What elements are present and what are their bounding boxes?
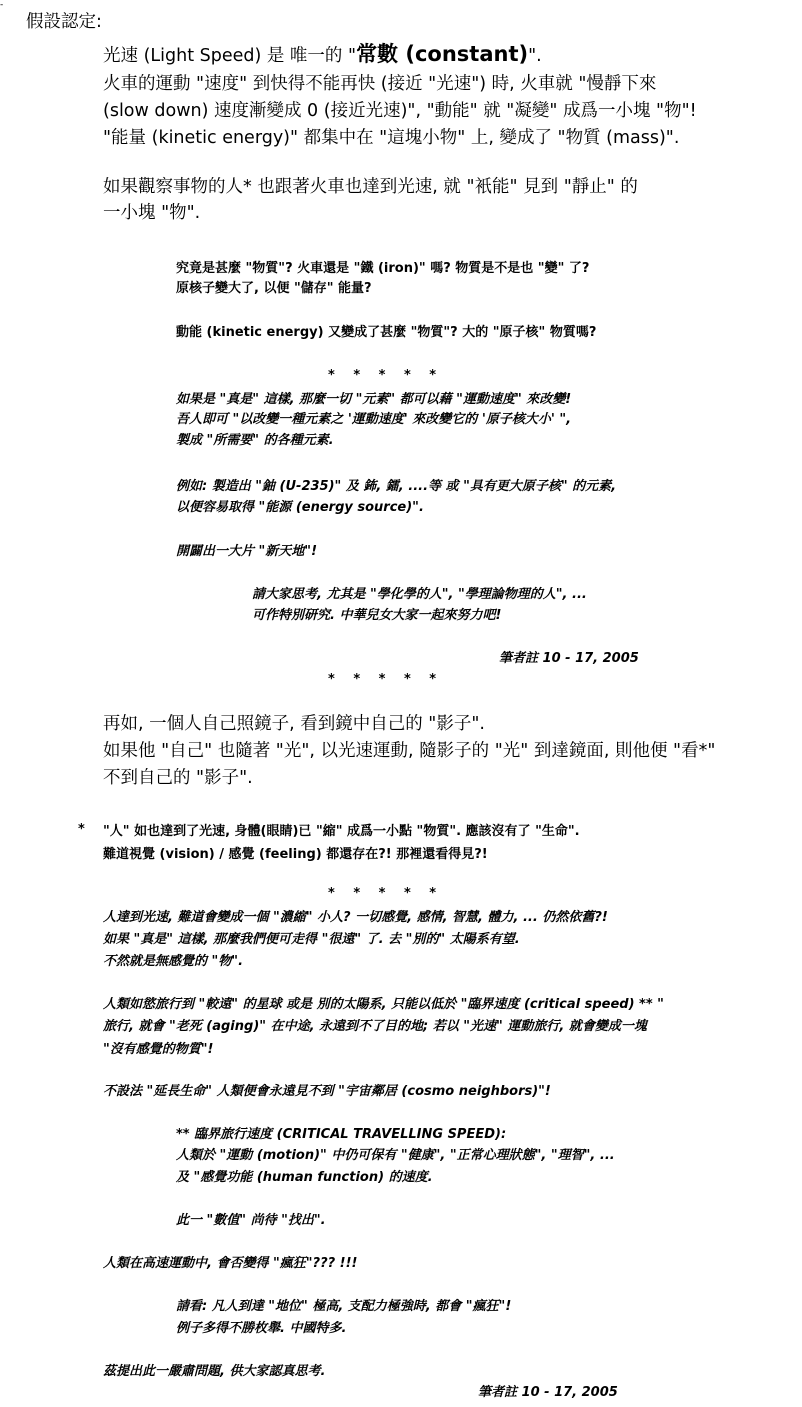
intro-line-4: "能量 (kinetic energy)" 都集中在 "這塊小物" 上, 變成了 "物質 (mass)".: [103, 128, 680, 148]
stars-divider-3: * * * * *: [328, 886, 444, 901]
italic2-line-15: 茲提出此一嚴肅問題, 供大家認真思考.: [103, 1364, 326, 1379]
constant-emphasis: 常數 (constant): [356, 42, 529, 66]
intro-line-1-post: ".: [528, 46, 542, 66]
mirror-line-1: 再如, 一個人自己照鏡子, 看到鏡中自己的 "影子".: [103, 714, 485, 734]
italic2-line-8: ** 臨界旅行速度 (CRITICAL TRAVELLING SPEED):: [176, 1127, 507, 1142]
italic1-line-8: 可作特別研究. 中華兒女大家一起來努力吧!: [252, 608, 502, 623]
stars-divider-1: * * * * *: [328, 368, 444, 383]
author-note-1: 筆者註 10 - 17, 2005: [499, 651, 639, 666]
author-note-2: 筆者註 10 - 17, 2005: [478, 1385, 618, 1400]
footnote-line-2: 難道視覺 (vision) / 感覺 (feeling) 都還存在?! 那裡還看得見?!: [103, 847, 488, 862]
italic1-line-2: 吾人即可 "以改變一種元素之 '運動速度' 來改變它的 '原子核大小' ",: [176, 412, 572, 427]
italic2-line-2: 如果 "真是" 這樣, 那麼我們便可走得 "很遠" 了. 去 "別的" 太陽系有望.: [103, 932, 520, 947]
mirror-line-2: 如果他 "自己" 也隨著 "光", 以光速運動, 隨影子的 "光" 到達鏡面, 則他便 "看*": [103, 741, 716, 761]
italic1-line-7: 請大家思考, 尤其是 "學化學的人", "學理論物理的人", ...: [252, 587, 587, 602]
intro-line-5: 如果觀察事物的人* 也跟著火車也達到光速, 就 "衹能" 見到 "靜止" 的: [103, 177, 638, 197]
italic2-line-9: 人類於 "運動 (motion)" 中仍可保有 "健康", "正常心理狀態", "理智", ...: [176, 1148, 615, 1163]
question-line-2: 原核子變大了, 以便 "儲存" 能量?: [176, 281, 372, 296]
italic2-line-1: 人達到光速, 難道會變成一個 "濃縮" 小人? 一切感覺, 感情, 智慧, 體力, ... 仍然依舊?!: [103, 910, 608, 925]
italic2-line-11: 此一 "數值" 尚待 "找出".: [176, 1213, 326, 1228]
italic2-line-6: "沒有感覺的物質"!: [103, 1042, 214, 1057]
question-line-3: 動能 (kinetic energy) 又變成了甚麼 "物質"? 大的 "原子核" 物質嗎?: [176, 325, 597, 340]
italic1-line-5: 以便容易取得 "能源 (energy source)".: [176, 500, 424, 515]
mirror-line-3: 不到自己的 "影子".: [103, 768, 253, 788]
italic2-line-13: 請看: 凡人到達 "地位" 極高, 支配力極強時, 都會 "瘋狂"!: [176, 1299, 512, 1314]
italic1-line-3: 製成 "所需要" 的各種元素.: [176, 433, 334, 448]
intro-line-2: 火車的運動 "速度" 到快得不能再快 (接近 "光速") 時, 火車就 "慢靜下來: [103, 74, 657, 94]
stars-divider-2: * * * * *: [328, 672, 444, 687]
intro-line-1: [103, 44, 542, 66]
italic2-line-5: 旅行, 就會 "老死 (aging)" 在中途, 永遠到不了目的地; 若以 "光速" 運動旅行, 就會變成一塊: [103, 1019, 647, 1034]
italic2-line-4: 人類如慾旅行到 "較遠" 的星球 或是 別的太陽系, 只能以低於 "臨界速度 (critical speed) ** ": [103, 997, 664, 1012]
footnote-line-1: "人" 如也達到了光速, 身體(眼睛)已 "縮" 成爲一小點 "物質". 應該沒有了 "生命".: [103, 824, 580, 839]
italic2-line-12: 人類在高速運動中, 會否變得 "瘋狂"??? !!!: [103, 1256, 358, 1271]
italic2-line-3: 不然就是無感覺的 "物".: [103, 954, 244, 969]
italic1-line-1: 如果是 "真是" 這樣, 那麼一切 "元素" 都可以藉 "運動速度" 來改變!: [176, 392, 572, 407]
italic2-line-10: 及 "感覺功能 (human function) 的速度.: [176, 1170, 433, 1185]
italic2-line-14: 例子多得不勝枚舉. 中國特多.: [176, 1321, 347, 1336]
intro-line-3: (slow down) 速度漸變成 0 (接近光速)", "動能" 就 "凝變" 成爲一小塊 "物"!: [103, 101, 697, 121]
corner-mark: -: [0, 0, 4, 10]
intro-line-1-pre: 光速 (Light Speed) 是 唯一的 ": [103, 46, 357, 66]
footnote-mark: *: [78, 822, 85, 837]
italic2-line-7: 不設法 "延長生命" 人類便會永遠見不到 "宇宙鄰居 (cosmo neighbors)"!: [103, 1084, 551, 1099]
italic1-line-6: 開闢出一大片 "新天地"!: [176, 544, 318, 559]
italic1-line-4: 例如: 製造出 "鈾 (U-235)" 及 鈽, 鐳, ....等 或 "具有更大原子核" 的元素,: [176, 479, 617, 494]
intro-line-6: 一小塊 "物".: [103, 203, 201, 223]
heading: 假設認定:: [26, 12, 102, 32]
question-line-1: 究竟是甚麼 "物質"? 火車還是 "鐵 (iron)" 嗎? 物質是不是也 "變" 了?: [176, 261, 590, 276]
